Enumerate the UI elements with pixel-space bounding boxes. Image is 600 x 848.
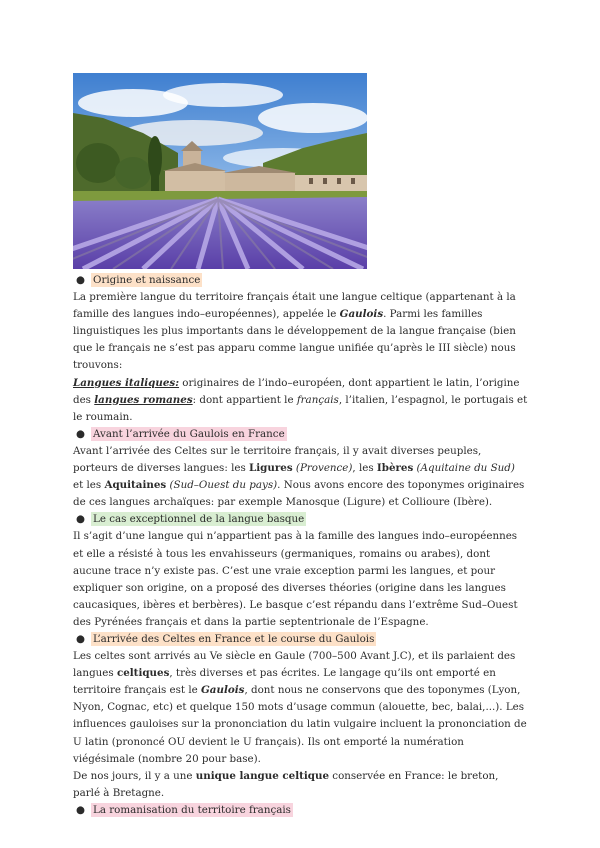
- italic-term: français: [296, 393, 339, 406]
- paragraph: [73, 289, 528, 374]
- bullet-dot-icon: ●: [76, 427, 85, 440]
- paragraph: [73, 375, 528, 426]
- underlined-term: Langues italiques:: [73, 376, 180, 389]
- bullet-dot-icon: ●: [76, 803, 85, 816]
- heading-text: Avant l’arrivée du Gaulois en France: [93, 427, 285, 440]
- bullet-dot-icon: ●: [76, 513, 85, 526]
- bold-term: Gaulois: [339, 308, 384, 321]
- text-run: Il s’agit d’une langue qui n’appartient pas à la famille des langues indo–européennes et elle a résisté à tous les envahisseurs (germaniques, romains ou arabes), dont aucune trace n’y existe pas. C’est une vraie exception parmi les langues, et pour expliquer son origine, on a proposé des diverses théories (origine dans les langues caucasiques, ibères et berbères). Le basque c’est répandu dans l’extrême Sud–Ouest des Pyrénées français et dans la partie septentrionale de l’Espagne.: [73, 530, 518, 628]
- section-heading-basque: [73, 511, 528, 528]
- italic-term: (Provence): [292, 462, 353, 475]
- text-run: , les: [352, 462, 377, 475]
- text-run: , dont nous ne conservons que des toponymes (Lyon, Nyon, Cognac, etc) et quelque 150 mots d’usage commun (alouette, bec, balai,...). Les influences gauloises sur la prononciation du latin vulgaire incluent la prononciation de U latin (prononcé OU devient le U français). Ils ont emporté la numération viégésimale (nombre 20 pour base).: [73, 684, 527, 765]
- text-run: . Parmi les familles linguistiques les plus importants dans le développement de la langue française (bien que le français ne s’est pas apparu comme langue unifiée qu’après le III siècle) nous trouvons:: [73, 308, 516, 372]
- text-run: De nos jours, il y a une: [73, 769, 196, 782]
- italic-term: (Aquitaine du Sud): [413, 462, 515, 475]
- text-run: originaires de l’indo–européen, dont appartient le latin, l’origine des: [73, 376, 520, 406]
- paragraph: [73, 648, 528, 768]
- text-run: . Nous avons encore des toponymes originaires de ces langues archaïques: par exemple Manosque (Ligure) et Collioure (Ibère).: [73, 479, 525, 509]
- bold-term: celtiques: [116, 667, 170, 680]
- section-heading-origine: [73, 272, 528, 289]
- text-run: , très diverses et pas écrites. Le langage qu’ils ont emporté en territoire français est le: [73, 667, 496, 697]
- bold-term: Aquitaines: [104, 479, 167, 492]
- paragraph: [73, 768, 528, 802]
- bold-term: Ibères: [376, 462, 414, 475]
- text-run: : dont appartient le: [192, 393, 297, 406]
- paragraph: [73, 528, 528, 631]
- heading-text: La romanisation du territoire français: [93, 803, 291, 816]
- paragraph: [73, 443, 528, 511]
- article-body: [73, 272, 528, 819]
- section-heading-celtes: [73, 631, 528, 648]
- underlined-term: langues romanes: [94, 393, 193, 406]
- lavender-field-image: [73, 73, 367, 269]
- section-heading-romanisation: [73, 802, 528, 819]
- text-run: Avant l’arrivée des Celtes sur le territoire français, il y avait diverses peuples, porteurs de diverses langues: les: [73, 444, 482, 475]
- text-run: conservée en France: le breton, parlé à Bretagne.: [73, 769, 499, 799]
- bold-term: unique langue celtique: [195, 769, 330, 782]
- bullet-dot-icon: ●: [76, 632, 85, 645]
- text-run: Les celtes sont arrivés au Ve siècle en Gaule (700–500 Avant J.C), et ils parlaient des langues: [73, 650, 516, 680]
- text-run: La première langue du territoire français était une langue celtique (appartenant à la famille des langues indo–européennes), appelée le: [73, 291, 516, 321]
- section-heading-avant: [73, 426, 528, 443]
- italic-term: (Sud–Ouest du pays): [166, 479, 278, 492]
- heading-text: L’arrivée des Celtes en France et le course du Gaulois: [93, 632, 375, 645]
- heading-text: Origine et naissance: [93, 274, 201, 286]
- bullet-dot-icon: ●: [76, 274, 85, 286]
- text-run: , l’italien, l’espagnol, le portugais et le roumain.: [73, 393, 528, 423]
- bold-term: Gaulois: [201, 684, 245, 697]
- lavender-field-illustration: [73, 73, 367, 269]
- bold-term: Ligures: [249, 462, 293, 475]
- heading-text: Le cas exceptionnel de la langue basque: [93, 513, 305, 526]
- text-run: et les: [73, 479, 105, 492]
